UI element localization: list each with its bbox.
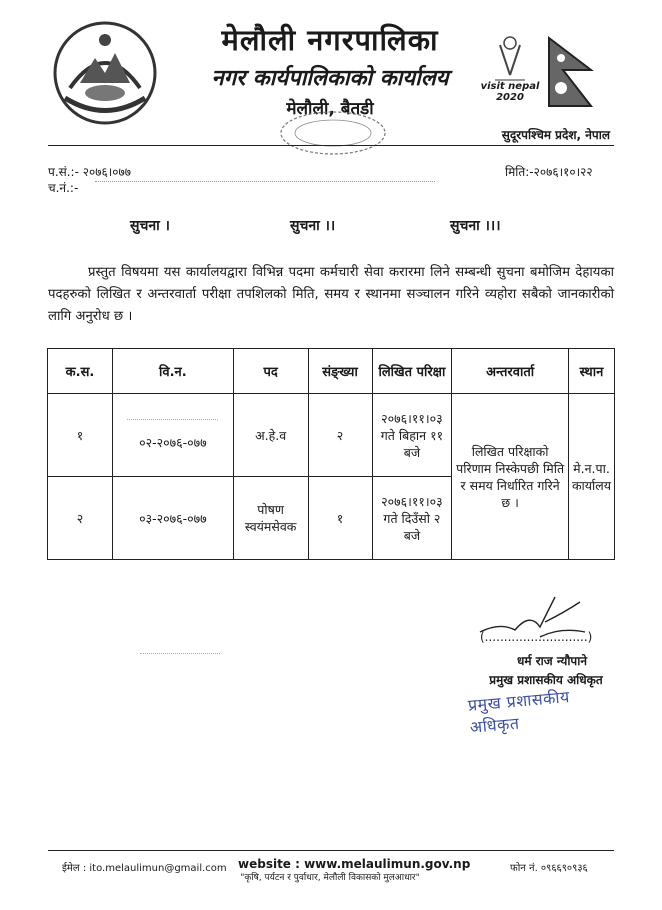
letter-date: मिति:-२०७६।१०।२२ bbox=[505, 165, 593, 179]
notice-body: प्रस्तुत विषयमा यस कार्यालयद्वारा विभिन्न पदमा कर्मचारी सेवा करारमा लिने सम्बन्धी सुचना बमोजिम देहायका पदहरुको लिखित र अन्तरवार्ता परीक्षा तपशिलको मिति, समय र स्थानमा सञ्चालन गरिने व्यहोरा सबैको जानकारीको लागि अनुरोध छ । bbox=[48, 265, 614, 324]
col-header-count: संङ्ख्या bbox=[308, 349, 372, 394]
cell-post: अ.हे.व bbox=[233, 394, 308, 477]
designation-stamp: प्रमुख प्रशासकीय अधिकृत bbox=[467, 687, 571, 737]
office-title: मेलौली नगरपालिका bbox=[221, 23, 439, 57]
signature-line: (...........................) bbox=[480, 630, 593, 644]
nepal-emblem-icon bbox=[50, 18, 160, 128]
nepal-flag-icon bbox=[545, 36, 595, 108]
exam-schedule-table bbox=[47, 348, 615, 560]
office-subtitle: नगर कार्यपालिकाको कार्यालय bbox=[211, 66, 449, 91]
province-label: सुदूरपश्चिम प्रदेश, नेपाल bbox=[501, 128, 610, 142]
faint-bleed-through bbox=[140, 653, 220, 654]
cell-interview: लिखित परिक्षाको परिणाम निस्केपछी मिति र समय निर्धारित गरिने छ । bbox=[452, 394, 569, 560]
cell-written: २०७६।११।०३ गते बिहान ११ बजे bbox=[372, 394, 452, 477]
col-header-post: पद bbox=[233, 349, 308, 394]
office-stamp-icon bbox=[278, 110, 388, 156]
cell-vn-text: ०२-२०७६-०७७ bbox=[139, 435, 207, 450]
cell-vn: ०३-२०७६-०७७ bbox=[113, 477, 234, 560]
footer-email: ईमेल : ito.melaulimun@gmail.com bbox=[62, 863, 227, 874]
cell-count: १ bbox=[308, 477, 372, 560]
notice-heading-2: सुचना ।। bbox=[290, 218, 336, 234]
cell-sn: २ bbox=[48, 477, 113, 560]
visit-nepal-text: visit nepal 2020 bbox=[480, 81, 540, 103]
cell-vn bbox=[113, 394, 234, 477]
cell-sn: १ bbox=[48, 394, 113, 477]
cell-post: पोषण स्वयंमसेवक bbox=[233, 477, 308, 560]
visit-nepal-logo bbox=[470, 35, 550, 110]
cell-venue: मे.न.पा. कार्यालय bbox=[568, 394, 614, 560]
faint-bleed-through bbox=[95, 181, 435, 182]
footer-phone: फोन नं. ०९६६९०९३६ bbox=[510, 863, 588, 874]
table-row bbox=[48, 394, 615, 477]
faint-bleed-through bbox=[127, 419, 218, 420]
dispatch-number: च.नं.:- bbox=[48, 181, 79, 195]
letter-number: प.सं.:- २०७६।०७७ bbox=[48, 165, 131, 179]
office-place: मेलौली, बैतडी bbox=[286, 99, 374, 119]
table-header-row bbox=[48, 349, 615, 394]
cell-written: २०७६।११।०३ गते दिउँसो २ बजे bbox=[372, 477, 452, 560]
col-header-vn: वि.न. bbox=[113, 349, 234, 394]
col-header-sn: क.स. bbox=[48, 349, 113, 394]
header-divider bbox=[48, 145, 614, 146]
signatory-title: प्रमुख प्रशासकीय अधिकृत bbox=[489, 673, 603, 687]
footer-divider bbox=[48, 850, 614, 851]
cell-count: २ bbox=[308, 394, 372, 477]
col-header-interview: अन्तरवार्ता bbox=[452, 349, 569, 394]
footer-slogan: "कृषि, पर्यटन र पुर्वाधार, मेलौली विकासको मुलआधार" bbox=[240, 873, 420, 883]
notice-heading-3: सुचना ।।। bbox=[450, 218, 501, 234]
col-header-venue: स्थान bbox=[568, 349, 614, 394]
notice-heading-1: सुचना । bbox=[130, 218, 170, 234]
footer-website: website : www.melaulimun.gov.np bbox=[238, 857, 471, 871]
col-header-written: लिखित परिक्षा bbox=[372, 349, 452, 394]
signatory-name: धर्म राज न्यौपाने bbox=[516, 654, 588, 668]
